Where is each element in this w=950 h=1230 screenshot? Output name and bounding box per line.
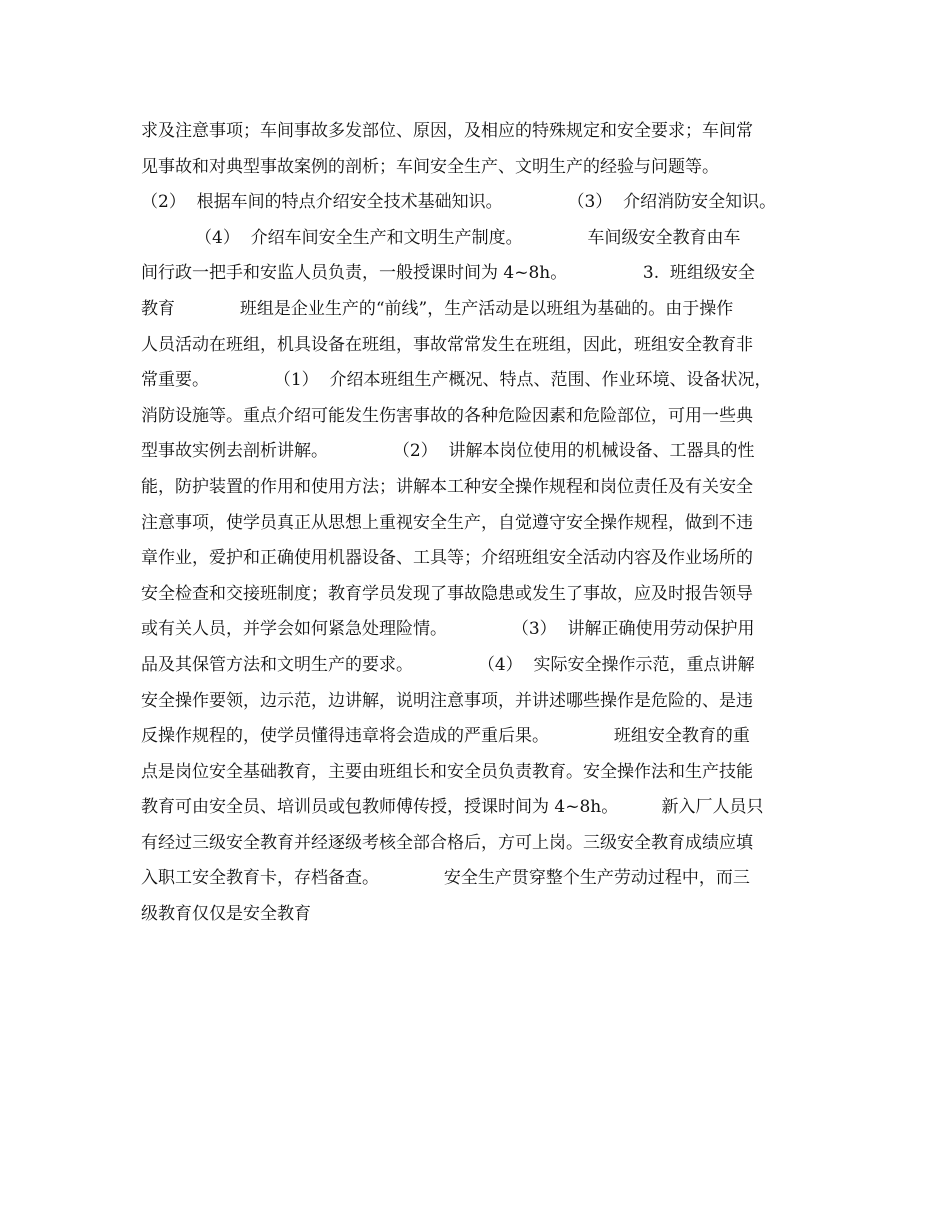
- text-line: （2） 根据车间的特点介绍安全技术基础知识。 （3） 介绍消防安全知识。: [141, 192, 777, 213]
- text-line: 常重要。 （1） 介绍本班组生产概况、特点、范围、作业环境、设备状况，: [141, 370, 772, 391]
- text-line: 级教育仅仅是安全教育: [141, 904, 311, 925]
- text-line: 反操作规程的，使学员懂得违章将会造成的严重后果。 班组安全教育的重: [141, 726, 750, 747]
- text-line: 有经过三级安全教育并经逐级考核全部合格后，方可上岗。三级安全教育成绩应填: [141, 832, 753, 853]
- text-line: 消防设施等。重点介绍可能发生伤害事故的各种危险因素和危险部位，可用一些典: [141, 405, 753, 426]
- text-line: （4） 介绍车间安全生产和文明生产制度。 车间级安全教育由车: [141, 227, 741, 248]
- text-line: 品及其保管方法和文明生产的要求。 （4） 实际安全操作示范，重点讲解: [141, 654, 755, 675]
- text-line: 求及注意事项；车间事故多发部位、原因，及相应的特殊规定和安全要求；车间常: [141, 121, 753, 141]
- body-text: [141, 114, 821, 933]
- text-line: 教育可由安全员、培训员或包教师傅传授，授课时间为 4~8h。 新入厂人员只: [141, 797, 764, 818]
- text-line: 注意事项，使学员真正从思想上重视安全生产，自觉遵守安全操作规程，做到不违: [141, 512, 753, 533]
- text-line: 见事故和对典型事故案例的剖析；车间安全生产、文明生产的经验与问题等。: [141, 156, 719, 177]
- text-line: 能，防护装置的作用和使用方法；讲解本工种安全操作规程和岗位责任及有关安全: [141, 476, 753, 497]
- text-line: 或有关人员，并学会如何紧急处理险情。 （3） 讲解正确使用劳动保护用: [141, 619, 755, 640]
- text-line: 教育 班组是企业生产的“前线”，生产活动是以班组为基础的。由于操作: [141, 298, 734, 319]
- text-line: 间行政一把手和安监人员负责，一般授课时间为 4~8h。 3. 班组级安全: [141, 263, 755, 284]
- text-line: 安全检查和交接班制度；教育学员发现了事故隐患或发生了事故，应及时报告领导: [141, 583, 753, 604]
- text-line: 入职工安全教育卡，存档备查。 安全生产贯穿整个生产劳动过程中，而三: [141, 868, 750, 889]
- text-line: 型事故实例去剖析讲解。 （2） 讲解本岗位使用的机械设备、工器具的性: [141, 441, 755, 462]
- text-line: 人员活动在班组，机具设备在班组，事故常常发生在班组，因此，班组安全教育非: [141, 334, 753, 355]
- text-line: 点是岗位安全基础教育，主要由班组长和安全员负责教育。安全操作法和生产技能: [141, 761, 753, 782]
- text-line: 章作业，爱护和正确使用机器设备、工具等；介绍班组安全活动内容及作业场所的: [141, 548, 753, 569]
- text-line: 安全操作要领，边示范，边讲解，说明注意事项，并讲述哪些操作是危险的、是违: [141, 690, 753, 711]
